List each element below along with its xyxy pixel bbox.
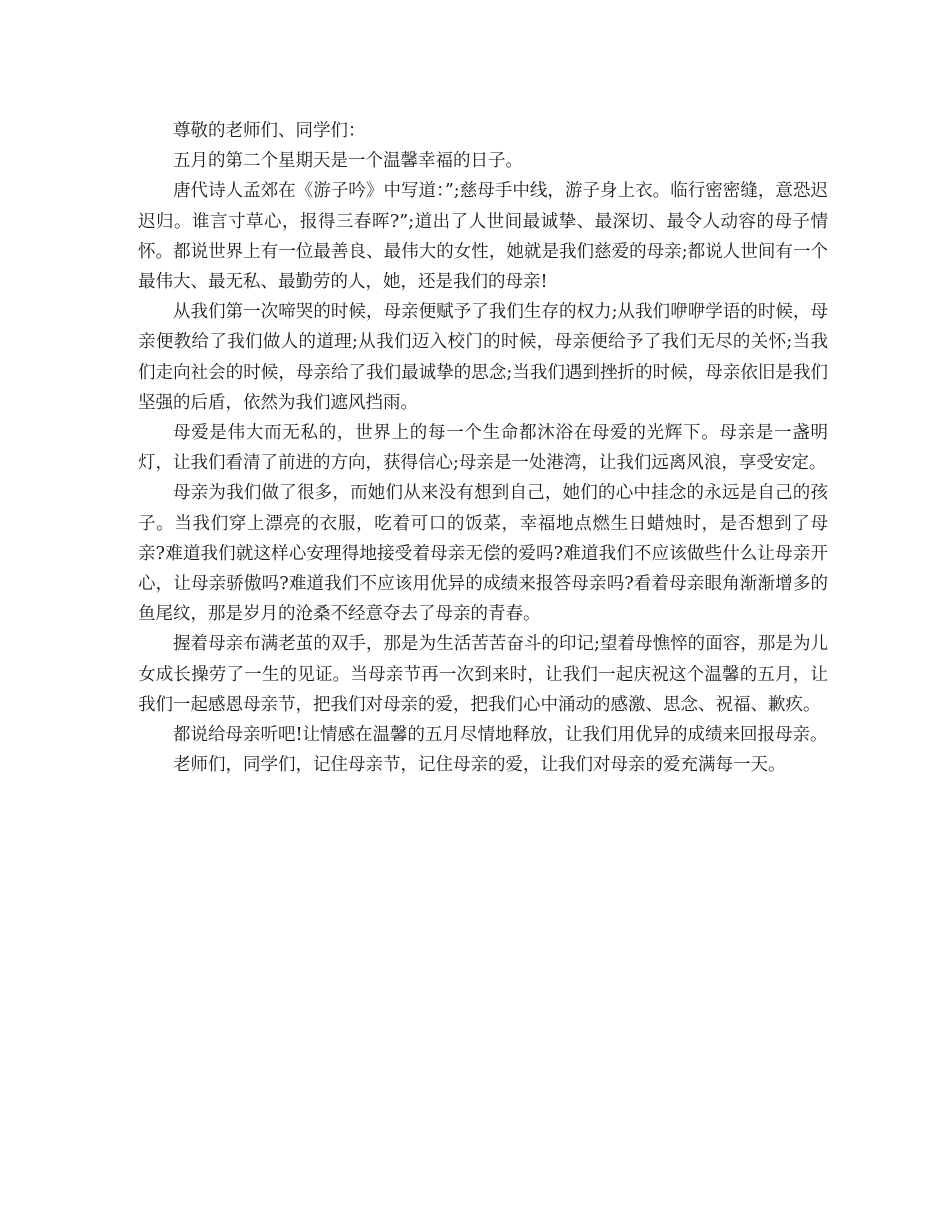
- greeting-paragraph: 尊敬的老师们、同学们：: [173, 121, 366, 141]
- paragraph: 都说给母亲听吧!让情感在温馨的五月尽情地释放，让我们用优异的成绩来回报母亲。: [173, 725, 828, 746]
- paragraph: 唐代诗人孟郊在《游子吟》中写道：”;慈母手中线，游子身上衣。临行密密缝，意恐迟迟归。谁言寸草心，报得三春晖?”;道出了人世间最诚挚、最深切、最令人动容的母子情怀。都说世界上有一位最善良、最伟大的女性，她就是我们慈爱的母亲;都说人世间有一个最伟大、最无私、最勤劳的人，她，还是我们的母亲!: [138, 181, 828, 293]
- paragraph: 五月的第二个星期天是一个温馨幸福的日子。: [173, 151, 523, 172]
- paragraph: 从我们第一次啼哭的时候，母亲便赋予了我们生存的权力;从我们咿咿学语的时候，母亲便教给了我们做人的道理;从我们迈入校门的时候，母亲便给予了我们无尽的关怀;当我们走向社会的时候，母亲给了我们最诚挚的思念;当我们遇到挫折的时候，母亲依旧是我们坚强的后盾，依然为我们遮风挡雨。: [138, 302, 828, 413]
- paragraph: 母亲为我们做了很多，而她们从来没有想到自己，她们的心中挂念的永远是自己的孩子。当我们穿上漂亮的衣服，吃着可口的饭菜，幸福地点燃生日蜡烛时，是否想到了母亲?难道我们就这样心安理得地接受着母亲无偿的爱吗?难道我们不应该做些什么让母亲开心，让母亲骄傲吗?难道我们不应该用优异的成绩来报答母亲吗?看着母亲眼角渐渐增多的鱼尾纹，那是岁月的沧桑不经意夺去了母亲的青春。: [138, 483, 828, 625]
- document-body: [138, 116, 828, 780]
- paragraph: 握着母亲布满老茧的双手，那是为生活苦苦奋斗的印记;望着母憔悴的面容，那是为儿女成长操劳了一生的见证。当母亲节再一次到来时，让我们一起庆祝这个温馨的五月，让我们一起感恩母亲节，把我们对母亲的爱，把我们心中涌动的感激、思念、祝福、歉疚。: [138, 634, 828, 715]
- closing-paragraph: 老师们，同学们，记住母亲节，记住母亲的爱，让我们对母亲的爱充满每一天。: [173, 755, 786, 776]
- paragraph: 母爱是伟大而无私的，世界上的每一个生命都沐浴在母爱的光辉下。母亲是一盏明灯，让我们看清了前进的方向，获得信心;母亲是一处港湾，让我们远离风浪，享受安定。: [138, 423, 828, 474]
